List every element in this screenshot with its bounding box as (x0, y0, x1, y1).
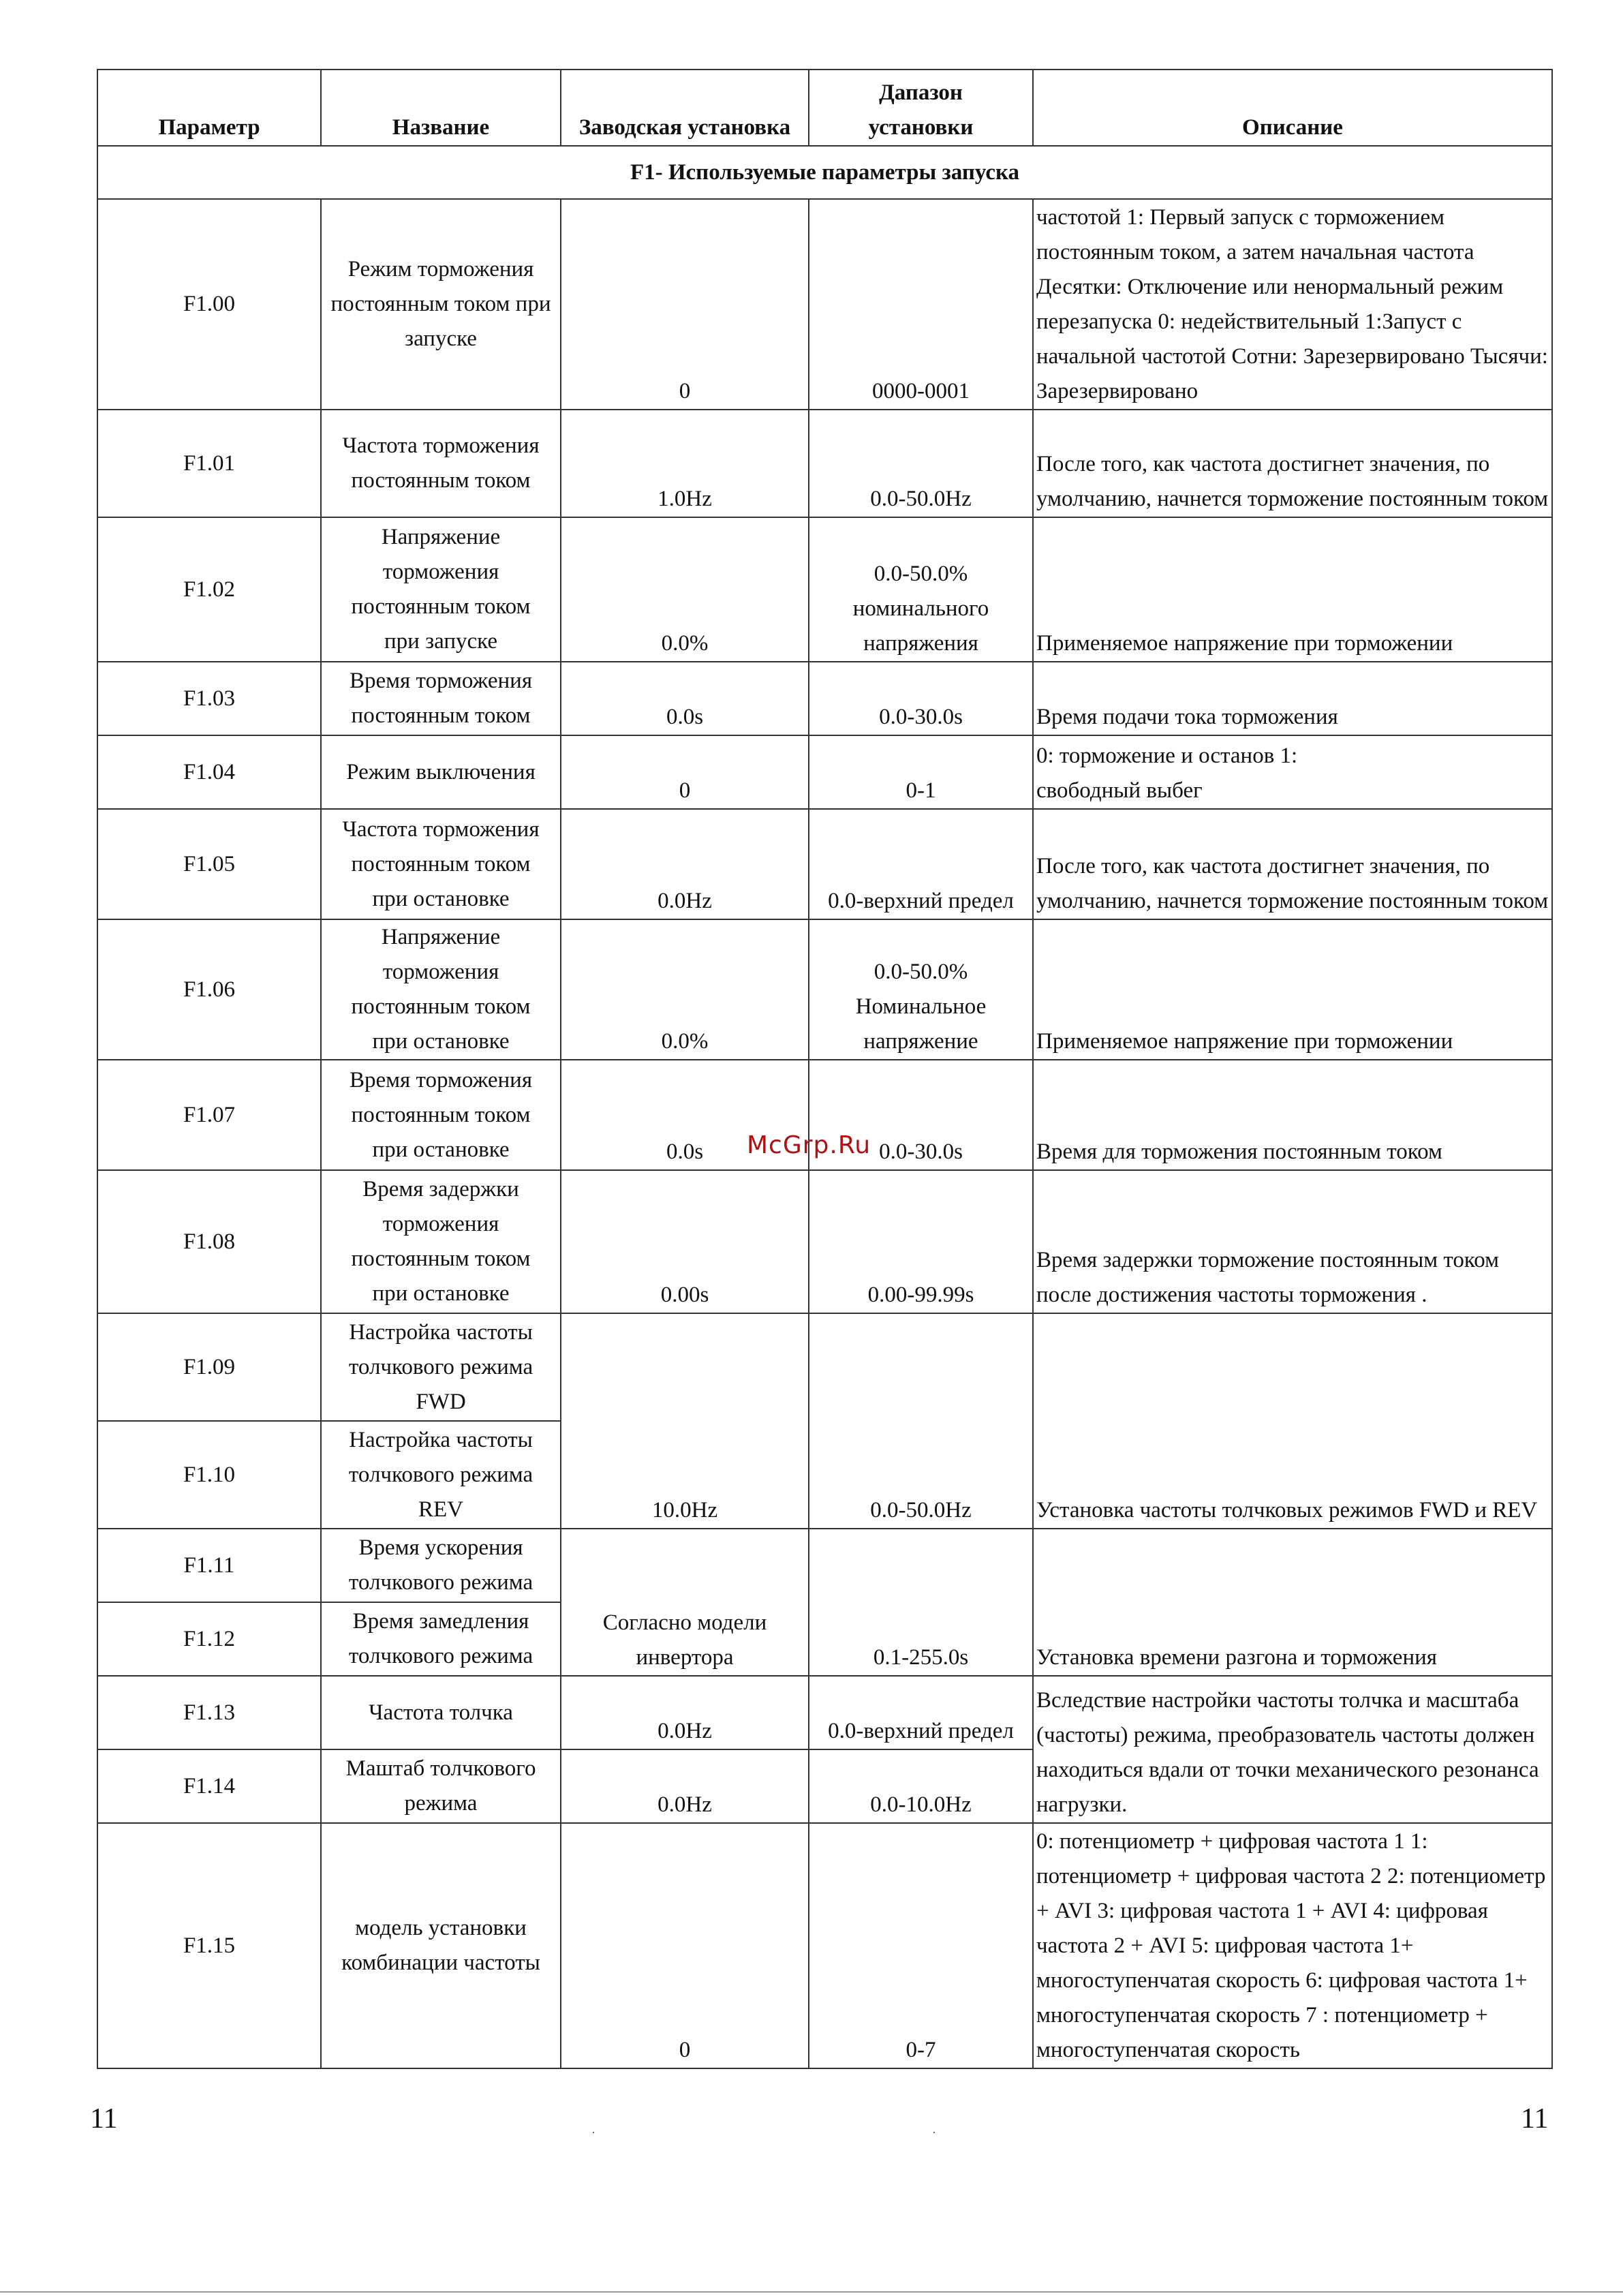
param-description: Вследствие настройки частоты толчка и масштаба (частоты) режима, преобразователь частоты должен находиться вдали от точки механического резонанса нагрузки. (1033, 1676, 1552, 1823)
param-default: 0 (561, 1823, 809, 2068)
param-name: Напряжение торможения постоянным током при остановке (321, 919, 561, 1060)
param-range: 0.0-50.0% Номинальное напряжение (809, 919, 1033, 1060)
param-range: 0-1 (809, 735, 1033, 809)
table-row (97, 1529, 1552, 1602)
section-row (97, 146, 1552, 199)
table-row (97, 662, 1552, 735)
param-name: Режим торможения постоянным током при запуске (321, 199, 561, 410)
param-range: 0.0-10.0Hz (809, 1749, 1033, 1823)
param-code: F1.01 (97, 410, 321, 517)
param-range: 0.0-50.0Hz (809, 410, 1033, 517)
header-default: Заводская установка (561, 70, 809, 146)
page-number-right: 11 (1521, 2103, 1549, 2134)
param-code: F1.12 (97, 1602, 321, 1676)
table-row (97, 1676, 1552, 1749)
param-name: Напряжение торможения постоянным током при запуске (321, 517, 561, 662)
header-param: Параметр (97, 70, 321, 146)
param-range: 0.0-верхний предел (809, 1676, 1033, 1749)
param-default: 0.0Hz (561, 809, 809, 919)
param-code: F1.08 (97, 1170, 321, 1313)
header-name: Название (321, 70, 561, 146)
scan-dot (593, 2132, 594, 2133)
param-name: Частота толчка (321, 1676, 561, 1749)
param-code: F1.02 (97, 517, 321, 662)
table-row (97, 199, 1552, 410)
param-name: Время торможения постоянным током при остановке (321, 1060, 561, 1170)
param-code: F1.11 (97, 1529, 321, 1602)
param-range: 0.0-50.0% номинального напряжения (809, 517, 1033, 662)
param-default: 0.0s (561, 662, 809, 735)
param-description: Время для торможения постоянным током (1033, 1060, 1552, 1170)
param-description: Время подачи тока торможения (1033, 662, 1552, 735)
table-row (97, 1823, 1552, 2068)
param-default: 0.0s (561, 1060, 809, 1170)
param-code: F1.10 (97, 1421, 321, 1529)
table-row (97, 1313, 1552, 1421)
param-range: 0.0-30.0s (809, 662, 1033, 735)
param-code: F1.05 (97, 809, 321, 919)
param-code: F1.07 (97, 1060, 321, 1170)
param-name: Режим выключения (321, 735, 561, 809)
table-row (97, 919, 1552, 1060)
param-name: Время ускорения толчкового режима (321, 1529, 561, 1602)
param-name: Настройка частоты толчкового режима FWD (321, 1313, 561, 1421)
param-description: частотой 1: Первый запуск с торможением постоянным током, а затем начальная частота Десятки: Отключение или ненормальный режим перезапуска 0: недействительный 1:Запуст с начальной частотой Сотни: Зарезервировано Тысячи: Зарезервировано (1033, 199, 1552, 410)
param-description: Применяемое напряжение при торможении (1033, 919, 1552, 1060)
table-header-row (97, 70, 1552, 146)
header-description: Описание (1033, 70, 1552, 146)
param-default: 0.0% (561, 517, 809, 662)
param-default: 1.0Hz (561, 410, 809, 517)
param-range: 0.0-верхний предел (809, 809, 1033, 919)
param-description: Установка времени разгона и торможения (1033, 1529, 1552, 1676)
param-name: Время замедления толчкового режима (321, 1602, 561, 1676)
param-code: F1.06 (97, 919, 321, 1060)
param-range: 0.0-50.0Hz (809, 1313, 1033, 1529)
watermark-text: McGrp.Ru (747, 1131, 871, 1159)
param-name: Частота торможения постоянным током (321, 410, 561, 517)
param-code: F1.14 (97, 1749, 321, 1823)
table-row (97, 735, 1552, 809)
param-description: 0: торможение и останов 1: свободный выбег (1033, 735, 1552, 809)
param-default: 0.00s (561, 1170, 809, 1313)
param-description: Применяемое напряжение при торможении (1033, 517, 1552, 662)
param-description: После того, как частота достигнет значения, по умолчанию, начнется торможение постоянным током (1033, 410, 1552, 517)
scan-dot (933, 2132, 935, 2133)
param-description: Установка частоты толчковых режимов FWD и REV (1033, 1313, 1552, 1529)
param-code: F1.13 (97, 1676, 321, 1749)
param-code: F1.00 (97, 199, 321, 410)
param-description: Время задержки торможение постоянным током после достижения частоты торможения . (1033, 1170, 1552, 1313)
table-row (97, 517, 1552, 662)
param-name: Частота торможения постоянным током при остановке (321, 809, 561, 919)
param-name: Время задержки торможения постоянным током при остановке (321, 1170, 561, 1313)
param-code: F1.04 (97, 735, 321, 809)
param-range: 0.00-99.99s (809, 1170, 1033, 1313)
param-default: Согласно модели инвертора (561, 1529, 809, 1676)
table-row (97, 1170, 1552, 1313)
param-range: 0000-0001 (809, 199, 1033, 410)
param-default: 0.0% (561, 919, 809, 1060)
param-description: 0: потенциометр + цифровая частота 1 1: потенциометр + цифровая частота 2 2: потенциометр + AVI 3: цифровая частота 1 + AVI 4: цифровая частота 2 + AVI 5: цифровая частота 1+ многоступенчатая скорость 6: цифровая частота 1+ многоступенчатая скорость 7 : потенциометр + многоступенчатая скорость (1033, 1823, 1552, 2068)
param-default: 10.0Hz (561, 1313, 809, 1529)
param-range: 0.0-30.0s (809, 1060, 1033, 1170)
param-description: После того, как частота достигнет значения, по умолчанию, начнется торможение постоянным током (1033, 809, 1552, 919)
table-row (97, 410, 1552, 517)
table-row (97, 809, 1552, 919)
param-range: 0-7 (809, 1823, 1033, 2068)
page-bottom-edge (0, 2291, 1623, 2293)
param-code: F1.03 (97, 662, 321, 735)
param-code: F1.15 (97, 1823, 321, 2068)
parameter-table (97, 69, 1553, 2069)
param-code: F1.09 (97, 1313, 321, 1421)
page-number-left: 11 (90, 2103, 118, 2134)
section-title: F1- Используемые параметры запуска (97, 146, 1552, 199)
param-default: 0 (561, 199, 809, 410)
param-name: модель установки комбинации частоты (321, 1823, 561, 2068)
param-range: 0.1-255.0s (809, 1529, 1033, 1676)
param-default: 0.0Hz (561, 1676, 809, 1749)
param-name: Настройка частоты толчкового режима REV (321, 1421, 561, 1529)
param-name: Время торможения постоянным током (321, 662, 561, 735)
param-default: 0.0Hz (561, 1749, 809, 1823)
param-default: 0 (561, 735, 809, 809)
header-range: Дапазон установки (809, 70, 1033, 146)
param-name: Маштаб толчкового режима (321, 1749, 561, 1823)
